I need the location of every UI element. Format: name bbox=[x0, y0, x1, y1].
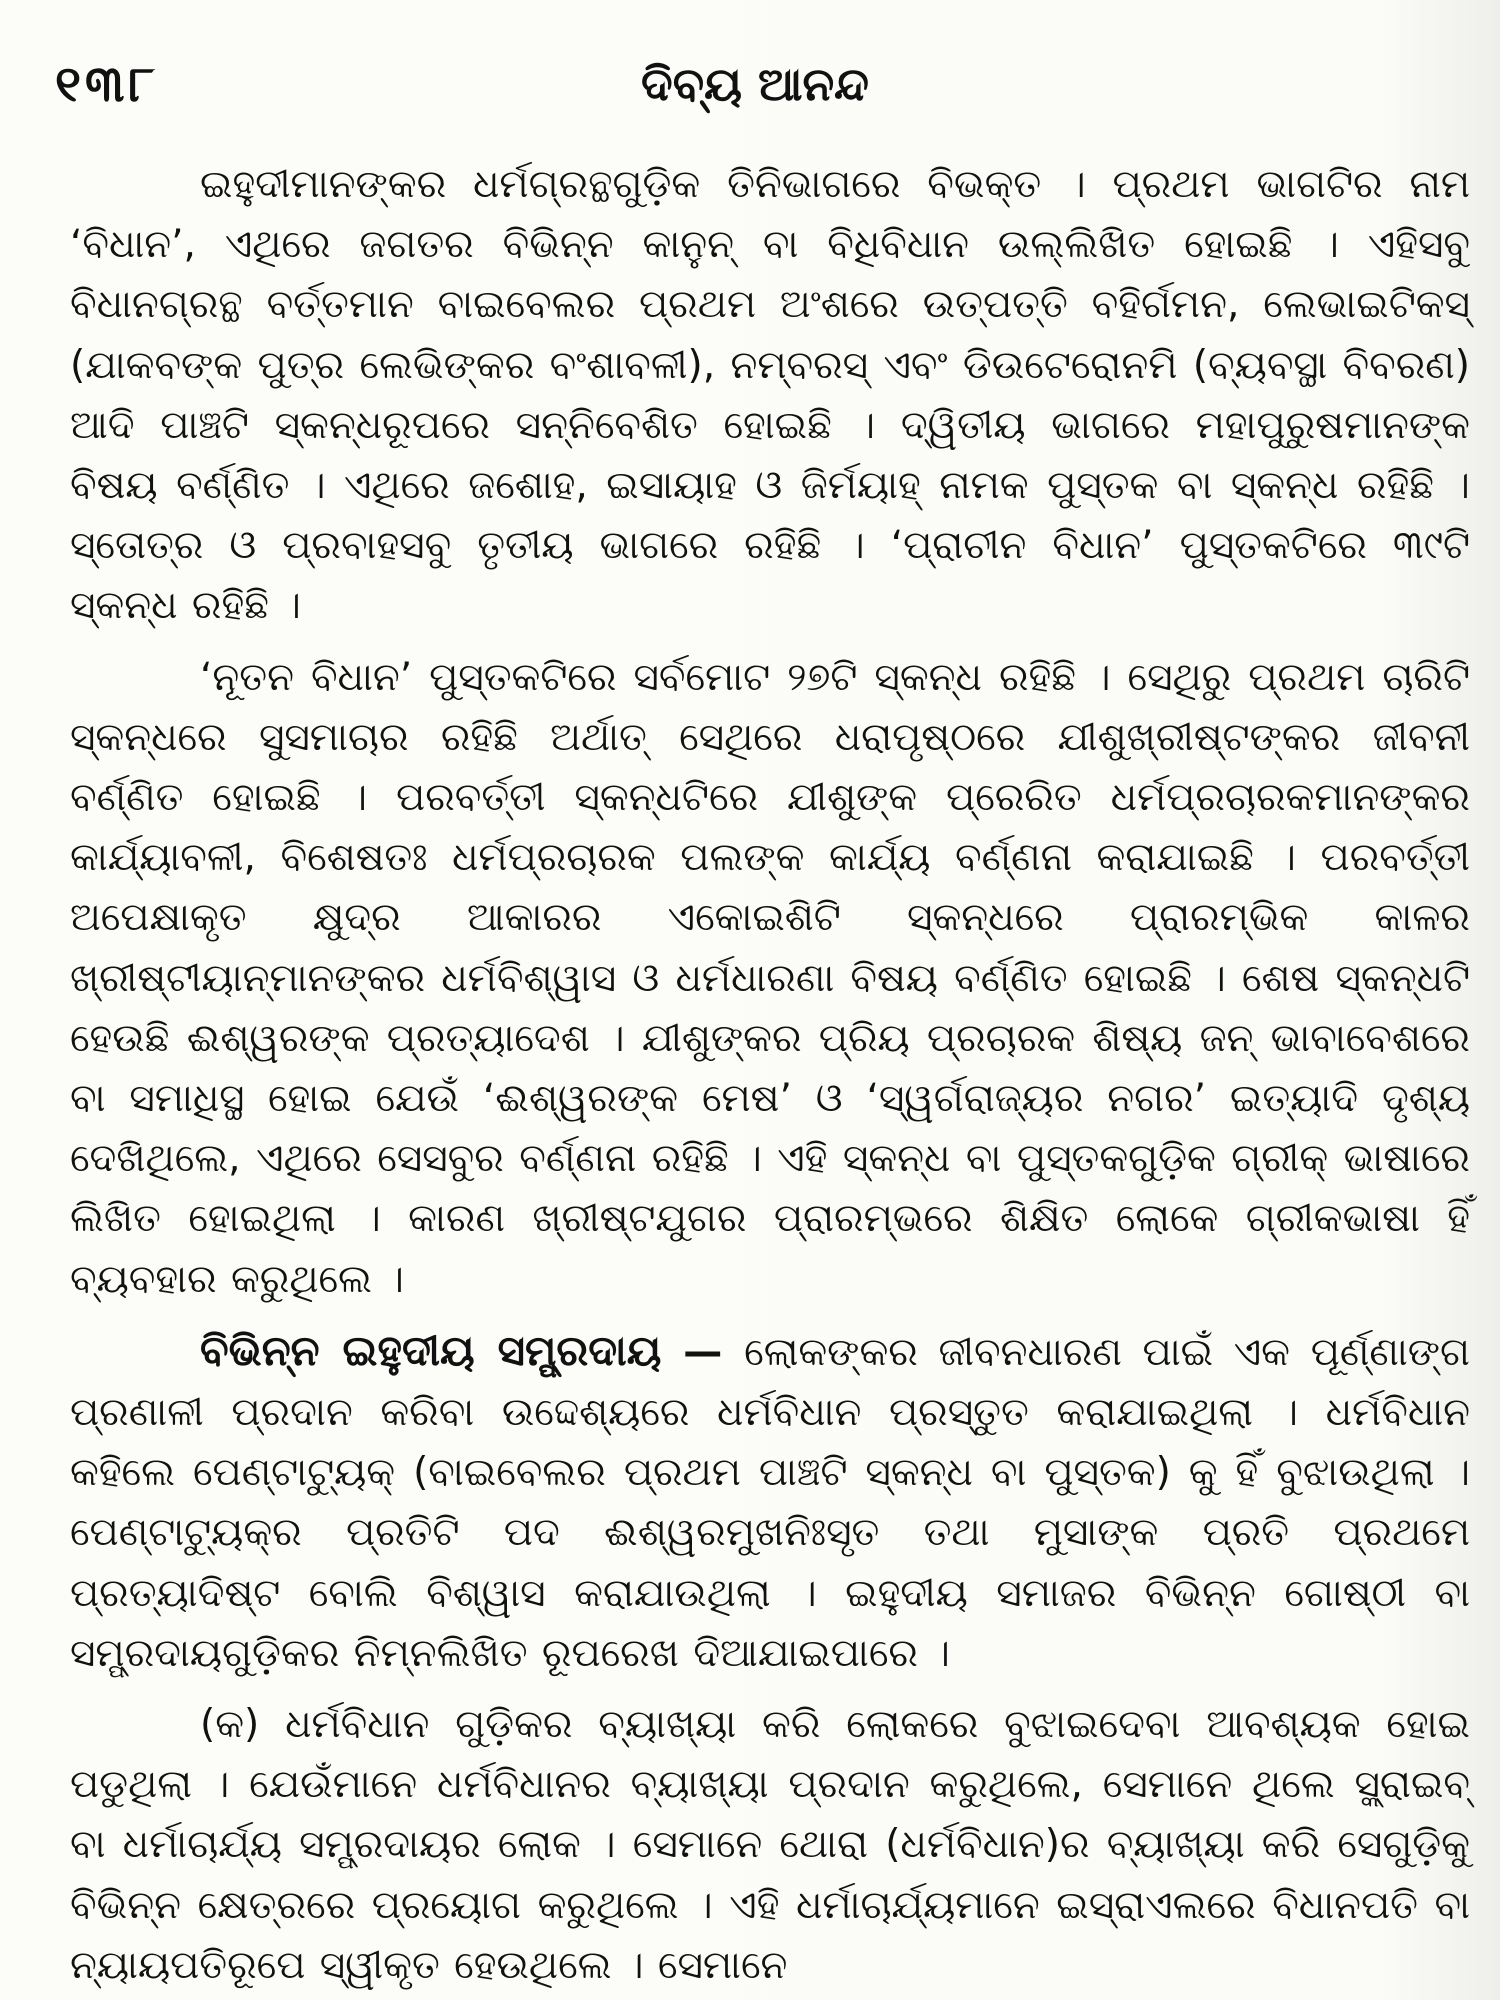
page-number: ୧୩୮ bbox=[55, 55, 159, 113]
running-title: ଦିବ୍ୟ ଆନନ୍ଦ bbox=[641, 57, 869, 111]
paragraph-text: ଲୋକଙ୍କର ଜୀବନଧାରଣ ପାଇଁ ଏକ ପୂର୍ଣ୍ଣାଙ୍ଗ ପ୍ରଣାଳୀ ପ୍ରଦାନ କରିବା ଉଦ୍ଦେଶ୍ୟରେ ଧର୍ମବିଧାନ ପ୍ରସ୍ତୁତ କରାଯାଇଥିଲା । ଧର୍ମବିଧାନ କହିଲେ ପେଣ୍ଟାଟ୍ୟୁକ୍ (ବାଇବେଲର ପ୍ରଥମ ପାଞ୍ଚଟି ସ୍କନ୍ଧ ବା ପୁସ୍ତକ) କୁ ହିଁ ବୁଝାଉଥିଲା । ପେଣ୍ଟାଟ୍ୟୁକ୍‌ର ପ୍ରତିଟି ପଦ ଈଶ୍ୱରମୁଖନିଃସୃତ ତଥା ମୁସାଙ୍କ ପ୍ରତି ପ୍ରଥମେ ପ୍ରତ୍ୟାଦିଷ୍ଟ ବୋଲି ବିଶ୍ୱାସ କରାଯାଉଥିଲା । ଇହୁଦୀୟ ସମାଜର ବିଭିନ୍ନ ଗୋଷ୍ଠୀ ବା ସମ୍ପ୍ରଦାୟଗୁଡ଼ିକର ନିମ୍ନଲିଖିତ ରୂପରେଖ ଦିଆଯାଇପାରେ । bbox=[70, 1329, 1471, 1676]
section-heading: ବିଭିନ୍ନ ଇହୁଦୀୟ ସମ୍ପ୍ରଦାୟ bbox=[200, 1325, 662, 1375]
paragraph-1 bbox=[70, 155, 1470, 637]
paragraph-2 bbox=[70, 648, 1470, 1310]
paragraph-3 bbox=[70, 1321, 1470, 1684]
body-text bbox=[70, 155, 1470, 1996]
heading-dash: — bbox=[661, 1329, 745, 1375]
paragraph-text: ଇହୁଦୀମାନଙ୍କର ଧର୍ମଗ୍ରନ୍ଥଗୁଡ଼ିକ ତିନିଭାଗରେ ବିଭକ୍ତ । ପ୍ରଥମ ଭାଗଟିର ନାମ ‘ବିଧାନ’, ଏଥିରେ ଜଗତର ବିଭିନ୍ନ କାନୁନ୍ ବା ବିଧିବିଧାନ ଉଲ୍ଲିଖିତ ହୋଇଛି । ଏହିସବୁ ବିଧାନଗ୍ରନ୍ଥ ବର୍ତ୍ତମାନ ବାଇବେଲର ପ୍ରଥମ ଅଂଶରେ ଉତ୍ପତ୍ତି ବହିର୍ଗମନ, ଲେଭାଇଟିକସ୍ (ଯାକବଙ୍କ ପୁତ୍ର ଲେଭିଙ୍କର ବଂଶାବଳୀ), ନମ୍ବରସ୍ ଏବଂ ଡିଉଟେରୋନମି (ବ୍ୟବସ୍ଥା ବିବରଣ) ଆଦି ପାଞ୍ଚଟି ସ୍କନ୍ଧରୂପରେ ସନ୍ନିବେଶିତ ହୋଇଛି । ଦ୍ୱିତୀୟ ଭାଗରେ ମହାପୁରୁଷମାନଙ୍କ ବିଷୟ ବର୍ଣ୍ଣିତ । ଏଥିରେ ଜଶୋହ, ଇସାୟାହ ଓ ଜିର୍ମୟାହ୍ ନାମକ ପୁସ୍ତକ ବା ସ୍କନ୍ଧ ରହିଛି । ସ୍ତୋତ୍ର ଓ ପ୍ରବାହସବୁ ତୃତୀୟ ଭାଗରେ ରହିଛି । ‘ପ୍ରାଚୀନ ବିଧାନ’ ପୁସ୍ତକଟିରେ ୩୯ଟି ସ୍କନ୍ଧ ରହିଛି । bbox=[70, 162, 1470, 629]
paragraph-text: (କ) ଧର୍ମବିଧାନ ଗୁଡ଼ିକର ବ୍ୟାଖ୍ୟା କରି ଲୋକରେ ବୁଝାଇଦେବା ଆବଶ୍ୟକ ହୋଇ ପଡୁଥିଲା । ଯେଉଁମାନେ ଧର୍ମବିଧାନର ବ୍ୟାଖ୍ୟା ପ୍ରଦାନ କରୁଥିଲେ, ସେମାନେ ଥିଲେ ସ୍କ୍ରାଇବ୍ ବା ଧର୍ମାଚାର୍ଯ୍ୟ ସମ୍ପ୍ରଦାୟର ଲୋକ । ସେମାନେ ଥୋରା (ଧର୍ମବିଧାନ)ର ବ୍ୟାଖ୍ୟା କରି ସେଗୁଡ଼ିକୁ ବିଭିନ୍ନ କ୍ଷେତ୍ରରେ ପ୍ରୟୋଗ କରୁଥିଲେ । ଏହି ଧର୍ମାଚାର୍ଯ୍ୟମାନେ ଇସ୍ରାଏଲରେ ବିଧାନପତି ବା ନ୍ୟାୟପତିରୂପେ ସ୍ୱୀକୃତ ହେଉଥିଲେ । ସେମାନେ bbox=[70, 1702, 1470, 1988]
paragraph-4 bbox=[70, 1695, 1470, 1996]
paragraph-text: ‘ନୂତନ ବିଧାନ’ ପୁସ୍ତକଟିରେ ସର୍ବମୋଟ ୨୭ଟି ସ୍କନ୍ଧ ରହିଛି । ସେଥିରୁ ପ୍ରଥମ ଚାରିଟି ସ୍କନ୍ଧରେ ସୁସମାଚାର ରହିଛି ଅର୍ଥାତ୍ ସେଥିରେ ଧରାପୃଷ୍ଠରେ ଯୀଶୁଖ୍ରୀଷ୍ଟଙ୍କର ଜୀବନୀ ବର୍ଣ୍ଣିତ ହୋଇଛି । ପରବର୍ତ୍ତୀ ସ୍କନ୍ଧଟିରେ ଯୀଶୁଙ୍କ ପ୍ରେରିତ ଧର୍ମପ୍ରଚାରକମାନଙ୍କର କାର୍ଯ୍ୟାବଳୀ, ବିଶେଷତଃ ଧର୍ମପ୍ରଚାରକ ପଲଙ୍କ କାର୍ଯ୍ୟ ବର୍ଣ୍ଣନା କରାଯାଇଛି । ପରବର୍ତ୍ତୀ ଅପେକ୍ଷାକୃତ କ୍ଷୁଦ୍ର ଆକାରର ଏକୋଇଶିଟି ସ୍କନ୍ଧରେ ପ୍ରାରମ୍ଭିକ କାଳର ଖ୍ରୀଷ୍ଟୀୟାନ୍‌ମାନଙ୍କର ଧର୍ମବିଶ୍ୱାସ ଓ ଧର୍ମଧାରଣା ବିଷୟ ବର୍ଣ୍ଣିତ ହୋଇଛି । ଶେଷ ସ୍କନ୍ଧଟି ହେଉଛି ଈଶ୍ୱରଙ୍କ ପ୍ରତ୍ୟାଦେଶ । ଯୀଶୁଙ୍କର ପ୍ରିୟ ପ୍ରଚାରକ ଶିଷ୍ୟ ଜନ୍ ଭାବାବେଶରେ ବା ସମାଧିସ୍ଥ ହୋଇ ଯେଉଁ ‘ଈଶ୍ୱରଙ୍କ ମେଷ’ ଓ ‘ସ୍ୱର୍ଗରାଜ୍ୟର ନଗର’ ଇତ୍ୟାଦି ଦୃଶ୍ୟ ଦେଖିଥିଲେ, ଏଥିରେ ସେସବୁର ବର୍ଣ୍ଣନା ରହିଛି । ଏହି ସ୍କନ୍ଧ ବା ପୁସ୍ତକଗୁଡ଼ିକ ଗ୍ରୀକ୍ ଭାଷାରେ ଲିଖିତ ହୋଇଥିଲା । କାରଣ ଖ୍ରୀଷ୍ଟଯୁଗର ପ୍ରାରମ୍ଭରେ ଶିକ୍ଷିତ ଲୋକେ ଗ୍ରୀକଭାଷା ହିଁ ବ୍ୟବହାର କରୁଥିଲେ । bbox=[70, 654, 1470, 1302]
page-header bbox=[55, 55, 1455, 125]
